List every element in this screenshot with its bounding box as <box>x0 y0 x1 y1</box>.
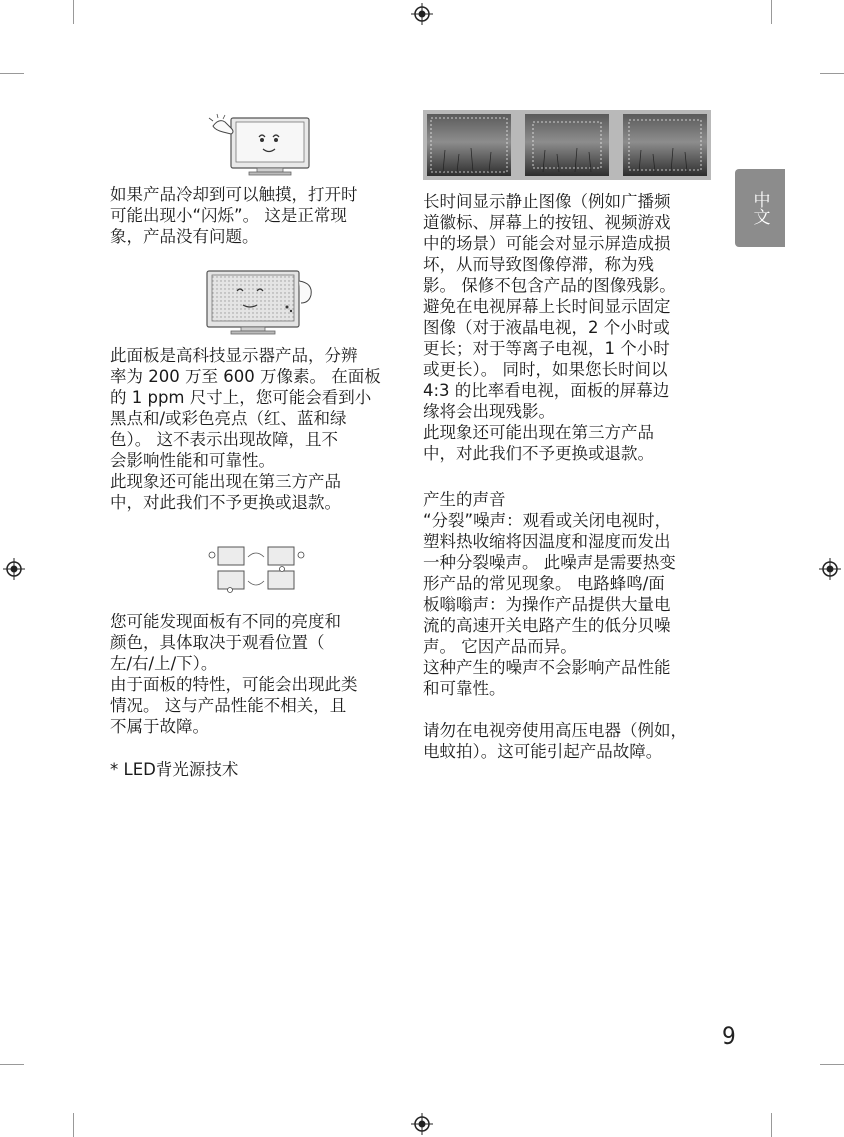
crop-mark <box>771 0 772 24</box>
left-column-block3 <box>110 611 395 737</box>
image-sticking-illustration <box>423 110 711 180</box>
language-tab <box>735 169 785 247</box>
text-line: 不属于故障。 <box>110 717 209 736</box>
registration-mark-right-icon <box>818 557 842 581</box>
text-line: 坏，从而导致图像停滞，称为残 <box>423 255 654 274</box>
page-number: 9 <box>722 1022 736 1050</box>
right-column-block2 <box>423 489 718 699</box>
text-line: 声。 它因产品而异。 <box>423 637 577 656</box>
right-column-block3 <box>423 720 723 762</box>
crop-mark <box>0 1064 24 1065</box>
crop-mark <box>73 0 74 24</box>
text-line: 中的场景）可能会对显示屏造成损 <box>423 234 671 253</box>
section-heading: 产生的声音 <box>423 490 506 509</box>
text-line: 请勿在电视旁使用高压电器（例如， <box>423 721 687 740</box>
registration-mark-top-icon <box>410 2 434 26</box>
text-line: 长时间显示静止图像（例如广播频 <box>423 192 671 211</box>
crop-mark <box>820 1064 844 1065</box>
cool-touch-paragraph <box>110 184 395 247</box>
text-line: 道徽标、屏幕上的按钮、视频游戏 <box>423 213 671 232</box>
text-line: 色）。 这不表示出现故障，且不 <box>110 430 338 449</box>
text-line: 影。 保修不包含产品的图像残影。 <box>423 276 676 295</box>
text-line: 左/右/上/下）。 <box>110 654 218 673</box>
text-line: 流的高速开关电路产生的低分贝噪 <box>423 616 671 635</box>
text-line: 由于面板的特性，可能会出现此类 <box>110 675 358 694</box>
registration-mark-bottom-icon <box>410 1112 434 1136</box>
text-line: 形产品的常见现象。 电路蜂鸣/面 <box>423 574 665 593</box>
text-line: 颜色，具体取决于观看位置（ <box>110 633 325 652</box>
text-line: 象，产品没有问题。 <box>110 227 259 246</box>
left-column-block2 <box>110 345 395 513</box>
text-line: 这种产生的噪声不会影响产品性能 <box>423 658 671 677</box>
registration-mark-left-icon <box>2 557 26 581</box>
text-line: 此面板是高科技显示器产品，分辨 <box>110 346 358 365</box>
text-line: “分裂”噪声：观看或关闭电视时， <box>423 511 672 530</box>
language-tab-label: 中文 <box>749 191 770 225</box>
footnote-text: * LED背光源技术 <box>110 760 239 779</box>
crop-mark <box>0 73 24 74</box>
text-line: 的 1 ppm 尺寸上，您可能会看到小 <box>110 388 372 407</box>
tv-pixel-dots-illustration <box>203 267 321 337</box>
text-line: 塑料热收缩将因温度和湿度而发出 <box>423 532 671 551</box>
text-line: 会影响性能和可靠性。 <box>110 451 275 470</box>
text-line: 中，对此我们不予更换或退款。 <box>423 444 654 463</box>
text-line: 图像（对于液晶电视，2 个小时或 <box>423 318 670 337</box>
text-line: 率为 200 万至 600 万像素。 在面板 <box>110 367 381 386</box>
led-footnote <box>110 759 395 780</box>
left-column <box>110 184 395 247</box>
text-line: 4:3 的比率看电视，面板的屏幕边 <box>423 381 670 400</box>
crop-mark <box>771 1113 772 1137</box>
text-line: 此现象还可能出现在第三方产品 <box>423 423 654 442</box>
crop-mark <box>73 1113 74 1137</box>
text-line: 电蚊拍）。这可能引起产品故障。 <box>423 742 663 761</box>
tv-cool-touch-illustration <box>205 112 315 178</box>
crop-mark <box>820 73 844 74</box>
text-line: 和可靠性。 <box>423 679 506 698</box>
text-line: 此现象还可能出现在第三方产品 <box>110 472 341 491</box>
text-line: 板嗡嗡声：为操作产品提供大量电 <box>423 595 671 614</box>
viewing-angle-illustration <box>208 543 306 593</box>
right-column-block1 <box>423 191 718 464</box>
text-line: 可能出现小“闪烁”。 这是正常现 <box>110 206 347 225</box>
text-line: 情况。 这与产品性能不相关，且 <box>110 696 347 715</box>
text-line: 更长；对于等离子电视，1 个小时 <box>423 339 670 358</box>
text-line: 黑点和/或彩色亮点（红、蓝和绿 <box>110 409 347 428</box>
text-line: 您可能发现面板有不同的亮度和 <box>110 612 341 631</box>
text-line: 缘将会出现残影。 <box>423 402 555 421</box>
text-line: 如果产品冷却到可以触摸，打开时 <box>110 185 358 204</box>
text-line: 中，对此我们不予更换或退款。 <box>110 493 341 512</box>
text-line: 一种分裂噪声。 此噪声是需要热变 <box>423 553 676 572</box>
text-line: 避免在电视屏幕上长时间显示固定 <box>423 297 671 316</box>
text-line: 或更长）。 同时，如果您长时间以 <box>423 360 668 379</box>
